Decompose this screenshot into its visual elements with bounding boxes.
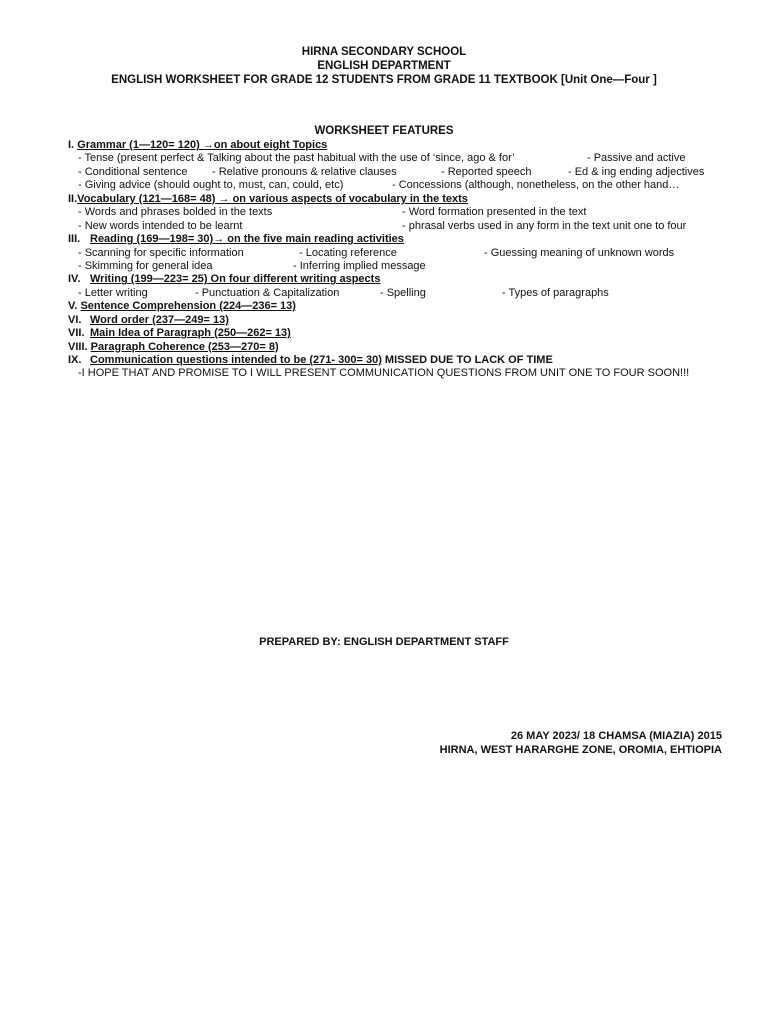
topic-item: - Word formation presented in the text: [402, 206, 587, 219]
list-item: [68, 367, 758, 380]
section-heading: Writing (199—223= 25) On four different writing aspects: [90, 273, 381, 286]
topic-item: - Guessing meaning of unknown words: [484, 246, 675, 259]
section-number: VIII.: [68, 340, 88, 353]
prepared-by: PREPARED BY: ENGLISH DEPARTMENT STAFF: [259, 636, 509, 648]
section-number: III.: [68, 233, 81, 246]
topic-item: - Words and phrases bolded in the texts: [78, 206, 273, 219]
features-list: [68, 139, 758, 381]
topic-item: - Ed & ing ending adjectives: [568, 165, 705, 178]
section-number: VII.: [68, 327, 85, 340]
document-date: 26 MAY 2023/ 18 CHAMSA (MIAZIA) 2015: [510, 730, 722, 742]
section-heading: Main Idea of Paragraph (250—262= 13): [90, 327, 291, 340]
topic-item: - Tense (present perfect & Talking about the past habitual with the use of ‘since, ago & for’: [78, 152, 515, 165]
topic-item: - Passive and active: [587, 152, 686, 165]
list-item: [68, 166, 758, 179]
section-word-order: [68, 314, 758, 327]
topic-item: - Punctuation & Capitalization: [195, 286, 340, 299]
section-heading: Vocabulary (121—168= 48) → on various aspects of vocabulary in the texts: [77, 192, 468, 205]
topic-item: - Letter writing: [78, 286, 148, 299]
document-footer: [440, 730, 722, 757]
section-reading: [68, 233, 758, 246]
topic-item: - Scanning for specific information: [78, 246, 244, 259]
topic-item: - Inferring implied message: [293, 259, 426, 272]
school-name: HIRNA SECONDARY SCHOOL: [301, 46, 467, 58]
topic-item: - Spelling: [380, 286, 426, 299]
section-heading: Sentence Comprehension (224—236= 13): [80, 300, 296, 313]
list-item: [68, 260, 758, 273]
section-paragraph-coherence: [68, 341, 758, 354]
section-writing: [68, 273, 758, 286]
section-number: II.: [68, 192, 78, 205]
section-number: IX.: [68, 354, 82, 366]
topic-item: - Relative pronouns & relative clauses: [212, 165, 397, 178]
section-heading: Communication questions intended to be (271- 300= 30): [90, 354, 382, 366]
topic-item: - Reported speech: [441, 165, 532, 178]
section-heading: Paragraph Coherence (253—270= 8): [90, 340, 279, 353]
missed-note: MISSED DUE TO LACK OF TIME: [381, 354, 553, 366]
section-heading: Reading (169—198= 30)→ on the five main reading activities: [90, 233, 404, 246]
section-number: IV.: [68, 273, 81, 286]
topic-item: - Concessions (although, nonetheless, on the other hand…: [392, 179, 680, 192]
topic-item: - Conditional sentence: [78, 165, 188, 178]
topic-item: - Giving advice (should ought to, must, can, could, etc): [78, 179, 344, 192]
list-item: [68, 152, 758, 165]
section-sentence-comprehension: [68, 300, 758, 313]
document-header: [0, 45, 768, 87]
list-item: [68, 287, 758, 300]
section-main-idea: [68, 327, 758, 340]
list-item: [68, 247, 758, 260]
topic-item: - New words intended to be learnt: [78, 219, 243, 232]
section-number: VI.: [68, 313, 82, 326]
section-number: V.: [68, 300, 78, 313]
list-item: [68, 206, 758, 219]
department-name: ENGLISH DEPARTMENT: [317, 60, 451, 72]
topic-item: - phrasal verbs used in any form in the text unit one to four: [402, 219, 687, 232]
section-grammar: [68, 139, 758, 152]
document-location: HIRNA, WEST HARARGHE ZONE, OROMIA, EHTIOPIA: [439, 743, 722, 756]
topic-item: - Locating reference: [299, 246, 397, 259]
list-item: [68, 220, 758, 233]
promise-note: -I HOPE THAT AND PROMISE TO I WILL PRESENT COMMUNICATION QUESTIONS FROM UNIT ONE TO FOUR SOON!!!: [78, 367, 690, 380]
section-number: I.: [68, 139, 75, 151]
worksheet-title: ENGLISH WORKSHEET FOR GRADE 12 STUDENTS FROM GRADE 11 TEXTBOOK [Unit One—Four ]: [111, 74, 657, 86]
topic-item: - Types of paragraphs: [502, 286, 609, 299]
features-title: WORKSHEET FEATURES: [314, 125, 454, 137]
topic-item: - Skimming for general idea: [78, 259, 213, 272]
section-heading: Grammar (1—120= 120) →on about eight Topics: [77, 139, 328, 151]
section-heading: Word order (237—249= 13): [90, 313, 229, 326]
section-vocabulary: [68, 193, 758, 206]
section-communication: [68, 354, 758, 367]
list-item: [68, 179, 758, 192]
